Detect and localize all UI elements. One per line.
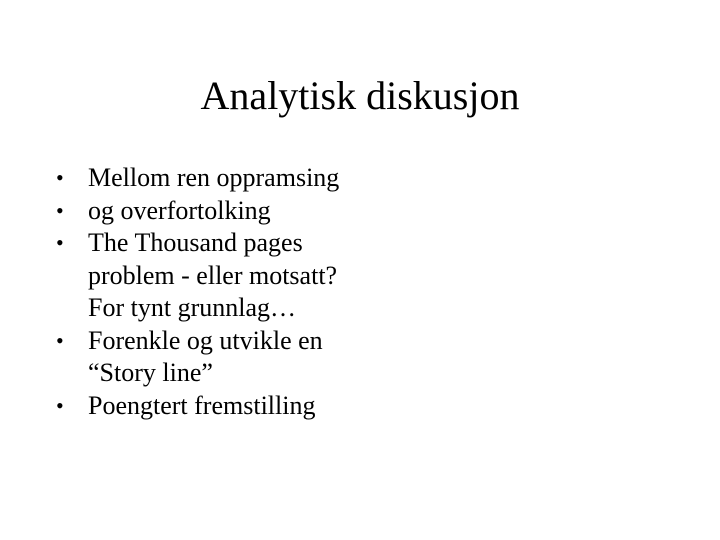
bullet-icon: • (56, 392, 64, 418)
bullet-text: The Thousand pages problem - eller motsatt? For tynt grunnlag… (88, 228, 338, 322)
bullet-list (56, 162, 356, 422)
bullet-text: Forenkle og utvikle en “Story line” (88, 325, 323, 387)
bullet-icon: • (56, 165, 64, 190)
bullet-text: og overfortolking (88, 195, 271, 225)
slide-title: Analytisk diskusjon (200, 73, 520, 118)
bullet-icon: • (56, 197, 64, 223)
bullet-icon: • (56, 230, 64, 255)
bullet-item (56, 325, 356, 390)
bullet-item (56, 390, 356, 423)
bullet-text: Mellom ren oppramsing (88, 163, 340, 192)
bullet-item (56, 227, 356, 325)
bullet-item (56, 195, 356, 228)
bullet-text: Poengtert fremstilling (88, 390, 316, 420)
bullet-icon: • (56, 327, 64, 353)
bullet-item (56, 162, 356, 195)
